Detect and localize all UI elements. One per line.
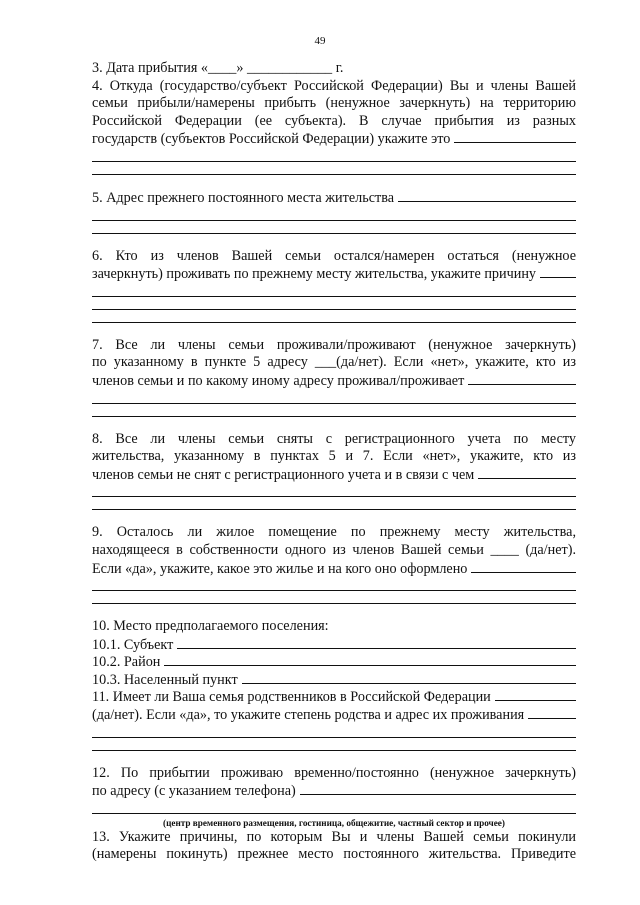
block-spacer: [92, 751, 576, 765]
answer-field[interactable]: [242, 671, 576, 684]
form-content: [92, 60, 576, 864]
form-line: [92, 542, 576, 560]
form-line-text: по указанному в пункте 5 адресу ___(да/нет). Если «нет», укажите, кто из: [92, 354, 576, 371]
answer-line[interactable]: [92, 590, 576, 591]
form-line: [92, 95, 576, 113]
form-line: [92, 636, 576, 654]
form-line-text: находящееся в собственности одного из членов Вашей семьи ____ (да/нет).: [92, 541, 576, 558]
answer-line[interactable]: [92, 309, 576, 310]
answer-line[interactable]: [92, 737, 576, 738]
answer-field[interactable]: [478, 466, 576, 479]
form-line-text: 6. Кто из членов Вашей семьи остался/намерен остаться (ненужное: [92, 247, 576, 264]
form-line: [92, 653, 576, 671]
form-line-text: членов семьи не снят с регистрационного учета и в связи с чем: [92, 466, 475, 483]
page-number: 49: [314, 35, 326, 47]
answer-field[interactable]: [300, 782, 576, 795]
answer-field[interactable]: [398, 189, 576, 202]
form-line-text: по адресу (с указанием телефона): [92, 783, 296, 800]
form-line: [92, 431, 576, 449]
answer-line[interactable]: [92, 813, 576, 814]
form-line-text: семьи прибыли/намерены прибыть (ненужное зачеркнуть) на территорию: [92, 95, 576, 112]
form-line-text: 10.1. Субъект: [92, 636, 174, 653]
block-spacer: [92, 604, 576, 618]
form-line-text: 11. Имеет ли Ваша семья родственников в Российской Федерации: [92, 689, 491, 706]
form-line: [92, 130, 576, 148]
form-line: [92, 782, 576, 800]
form-line-text: Российской Федерации (ее субъекта). В случае прибытия из разных: [92, 112, 576, 129]
answer-line[interactable]: [92, 296, 576, 297]
form-line-text: 4. Откуда (государство/субъект Российской Федерации) Вы и члены Вашей: [92, 77, 576, 94]
form-line: [92, 354, 576, 372]
field-hint: (центр временного размещения, гостиница, общежитие, частный сектор и прочее): [163, 817, 505, 828]
block-spacer: [92, 417, 576, 431]
answer-line[interactable]: [92, 496, 576, 497]
form-line: [92, 189, 576, 207]
answer-field[interactable]: [164, 653, 576, 666]
form-item-q5: [92, 189, 576, 248]
form-line: [92, 706, 576, 724]
answer-field[interactable]: [528, 706, 576, 719]
form-line: [92, 671, 576, 689]
form-item-q11: [92, 688, 576, 764]
form-line: [92, 337, 576, 355]
answer-field[interactable]: [177, 636, 576, 649]
form-line-text: 7. Все ли члены семьи проживали/проживают (ненужное зачеркнуть): [92, 336, 576, 353]
form-line-text: 10.3. Населенный пункт: [92, 671, 238, 688]
form-line-text: 10. Место предполагаемого поселения:: [92, 618, 329, 635]
form-item-q13: [92, 829, 576, 864]
form-line: [92, 466, 576, 484]
form-line-text: государств (субъектов Российской Федерации) укажите это: [92, 131, 451, 148]
answer-line[interactable]: [92, 403, 576, 404]
form-item-q9: [92, 524, 576, 618]
form-item-q8: [92, 431, 576, 525]
form-line-text: 3. Дата прибытия «____» ____________ г.: [92, 60, 344, 76]
block-spacer: [92, 510, 576, 524]
form-line-text: 8. Все ли члены семьи сняты с регистрационного учета по месту: [92, 430, 576, 447]
form-line-text: 10.2. Район: [92, 654, 161, 671]
form-line: [92, 60, 576, 78]
block-spacer: [92, 175, 576, 189]
form-line: [92, 265, 576, 283]
form-line: [92, 846, 576, 864]
form-item-q10: [92, 618, 576, 688]
block-spacer: [92, 323, 576, 337]
form-item-q12: [92, 765, 576, 829]
form-line: [92, 448, 576, 466]
form-item-q7: [92, 337, 576, 431]
answer-line[interactable]: [92, 220, 576, 221]
form-line: [92, 372, 576, 390]
answer-line[interactable]: [92, 161, 576, 162]
form-line: [92, 765, 576, 783]
form-line: [92, 248, 576, 266]
form-line-text: зачеркнуть) проживать по прежнему месту жительства, укажите причину: [92, 266, 537, 283]
form-line-text: 13. Укажите причины, по которым Вы и члены Вашей семьи покинули: [92, 828, 576, 845]
form-line: [92, 688, 576, 706]
form-line-text: жительства, указанному в пунктах 5 и 7. Если «нет», укажите, кто из: [92, 448, 576, 465]
form-line-text: (да/нет). Если «да», то укажите степень родства и адрес их проживания: [92, 707, 525, 724]
block-spacer: [92, 234, 576, 248]
answer-field[interactable]: [495, 688, 576, 701]
form-line: [92, 829, 576, 847]
form-line-text: (намерены покинуть) прежнее место постоянного жительства. Приведите: [92, 846, 576, 863]
form-item-q6: [92, 248, 576, 337]
form-item-q3: [92, 60, 576, 78]
form-item-q4: [92, 78, 576, 189]
answer-field[interactable]: [454, 130, 576, 143]
answer-field[interactable]: [540, 265, 576, 278]
answer-field[interactable]: [471, 560, 576, 573]
form-line-text: 9. Осталось ли жилое помещение по прежнему месту жительства,: [92, 524, 576, 541]
form-line-text: 5. Адрес прежнего постоянного места жительства: [92, 189, 394, 206]
form-line-text: Если «да», укажите, какое это жилье и на кого оно оформлено: [92, 560, 468, 577]
form-line: [92, 618, 576, 636]
form-line: [92, 113, 576, 131]
answer-field[interactable]: [468, 372, 576, 385]
form-line: [92, 524, 576, 542]
form-line-text: 12. По прибытии проживаю временно/постоянно (ненужное зачеркнуть): [92, 764, 576, 781]
form-line: [92, 78, 576, 96]
form-line-text: членов семьи и по какому иному адресу проживал/проживает: [92, 372, 465, 389]
form-line: [92, 560, 576, 578]
